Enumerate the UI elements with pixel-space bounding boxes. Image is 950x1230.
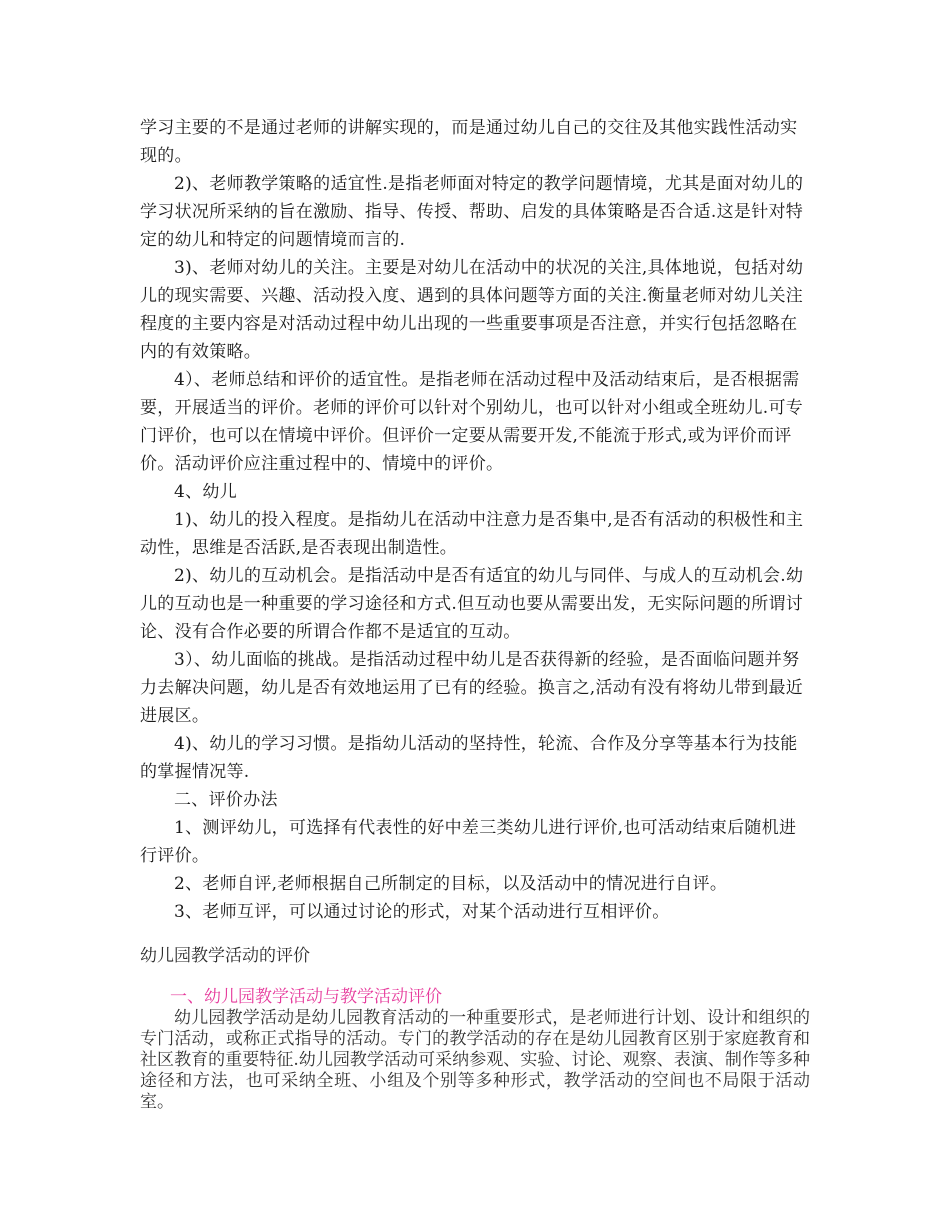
article-section <box>140 986 810 1113</box>
paragraph: 3、老师互评，可以通过讨论的形式，对某个活动进行互相评价。 <box>174 902 670 922</box>
article-paragraph: 幼儿园教学活动是幼儿园教育活动的一种重要形式，是老师进行计划、设计和组织的专门活动，或称正式指导的活动。专门的教学活动的存在是幼儿园教育区别于家庭教育和社区教育的重要特征.幼儿园教学活动可采纳参观、实验、讨论、观察、表演、制作等多种途径和方法，也可采纳全班、小组及个别等多种形式，教学活动的空间也不局限于活动室。 <box>140 1008 810 1112</box>
subsection-heading: 4、幼儿 <box>174 482 238 502</box>
paragraph: 3）、幼儿面临的挑战。是指活动过程中幼儿是否获得新的经验，是否面临问题并努力去解决问题，幼儿是否有效地运用了已有的经验。换言之,活动有没有将幼儿带到最近进展区。 <box>140 650 804 726</box>
paragraph: 3)、老师对幼儿的关注。主要是对幼儿在活动中的状况的关注,具体地说，包括对幼儿的现实需要、兴趣、活动投入度、遇到的具体问题等方面的关注.衡量老师对幼儿关注程度的主要内容是对活动过程中幼儿出现的一些重要事项是否注意，并实行包括忽略在内的有效策略。 <box>140 258 804 362</box>
paragraph: 2)、幼儿的互动机会。是指活动中是否有适宜的幼儿与同伴、与成人的互动机会.幼儿的互动也是一种重要的学习途径和方式.但互动也要从需要出发，无实际问题的所谓讨论、没有合作必要的所谓合作都不是适宜的互动。 <box>140 566 804 642</box>
article-heading: 一、幼儿园教学活动与教学活动评价 <box>170 987 442 1007</box>
paragraph: 学习主要的不是通过老师的讲解实现的，而是通过幼儿自己的交往及其他实践性活动实现的。 <box>140 118 798 166</box>
paragraph: 1)、幼儿的投入程度。是指幼儿在活动中注意力是否集中,是否有活动的积极性和主动性，思维是否活跃,是否表现出制造性。 <box>140 510 804 558</box>
paragraph: 2)、老师教学策略的适宜性.是指老师面对特定的教学问题情境，尤其是面对幼儿的学习状况所采纳的旨在激励、指导、传授、帮助、启发的具体策略是否合适.这是针对特定的幼儿和特定的问题情境而言的. <box>140 174 804 250</box>
section-heading: 幼儿园教学活动的评价 <box>140 946 310 966</box>
paragraph: 2、老师自评,老师根据自己所制定的目标，以及活动中的情况进行自评。 <box>174 874 728 894</box>
subsection-heading: 二、评价办法 <box>174 790 278 810</box>
document-body <box>140 114 810 926</box>
paragraph: 4）、老师总结和评价的适宜性。是指老师在活动过程中及活动结束后，是否根据需要，开展适当的评价。老师的评价可以针对个别幼儿，也可以针对小组或全班幼儿.可专门评价，也可以在情境中评价。但评价一定要从需要开发,不能流于形式,或为评价而评价。活动评价应注重过程中的、情境中的评价。 <box>140 370 804 474</box>
paragraph: 1、测评幼儿，可选择有代表性的好中差三类幼儿进行评价,也可活动结束后随机进行评价。 <box>140 818 797 866</box>
paragraph: 4)、幼儿的学习习惯。是指幼儿活动的坚持性，轮流、合作及分享等基本行为技能的掌握情况等. <box>140 734 798 782</box>
